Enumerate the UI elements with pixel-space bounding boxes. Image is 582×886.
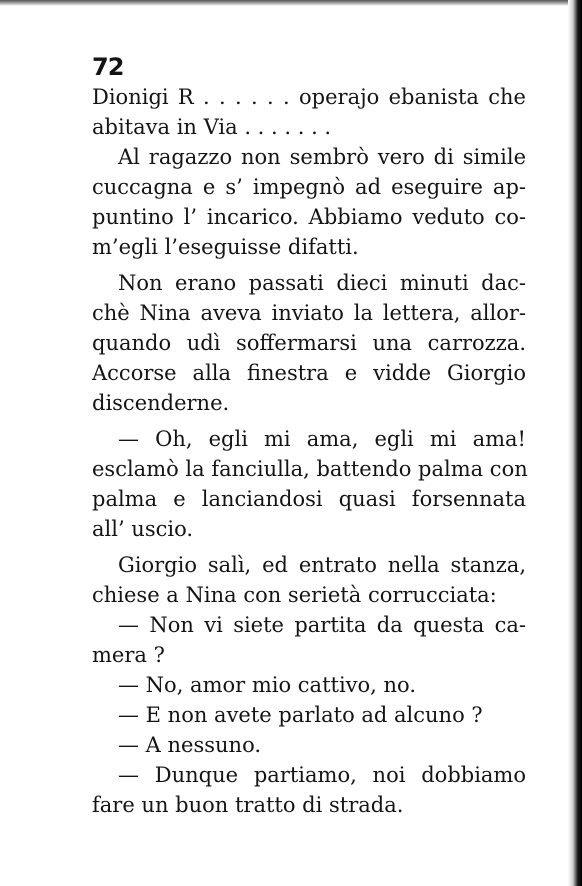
text-line: m’egli l’eseguisse difatti. [92,235,359,259]
dialogue-line: — Oh, egli mi ama, egli mi ama! [118,427,526,451]
text-line: mera ? [92,643,165,667]
dialogue-line: — E non avete parlato ad alcuno ? [118,703,483,727]
text-line: all’ uscio. [92,517,194,541]
paragraph-start-line: Giorgio salì, ed entrato nella stanza, [118,553,526,577]
dialogue-line: — No, amor mio cattivo, no. [118,673,416,697]
text-line: palma e lanciandosi quasi forsennata [92,487,526,511]
text-line: chè Nina aveva inviato la lettera, allor- [92,301,526,325]
page-top-edge [0,0,582,6]
text-line: abitava in Via . . . . . . . [92,115,332,139]
text-line: Accorse alla finestra e vidde Giorgio [92,361,526,385]
paragraph-start-line: Non erano passati dieci minuti dac- [118,271,526,295]
book-spine-shadow [568,0,582,886]
book-page [92,52,526,820]
text-line: cuccagna e s’ impegnò ad eseguire ap- [92,175,526,199]
dialogue-line: — A nessuno. [118,733,262,757]
text-line: quando udì soffermarsi una carrozza. [92,331,526,355]
page-number: 72 [92,53,124,81]
text-line: fare un buon tratto di strada. [92,793,404,817]
paragraph-start-line: Al ragazzo non sembrò vero di simile [118,145,526,169]
dialogue-line: — Dunque partiamo, noi dobbiamo [118,763,526,787]
text-line: chiese a Nina con serietà corrucciata: [92,583,497,607]
text-line: discenderne. [92,391,230,415]
text-line: esclamò la fanciulla, battendo palma con [92,457,528,481]
dialogue-line: — Non vi siete partita da questa ca- [118,613,526,637]
text-line: Dionigi R . . . . . . operajo ebanista che [92,85,526,109]
text-line: puntino l’ incarico. Abbiamo veduto co- [92,205,526,229]
